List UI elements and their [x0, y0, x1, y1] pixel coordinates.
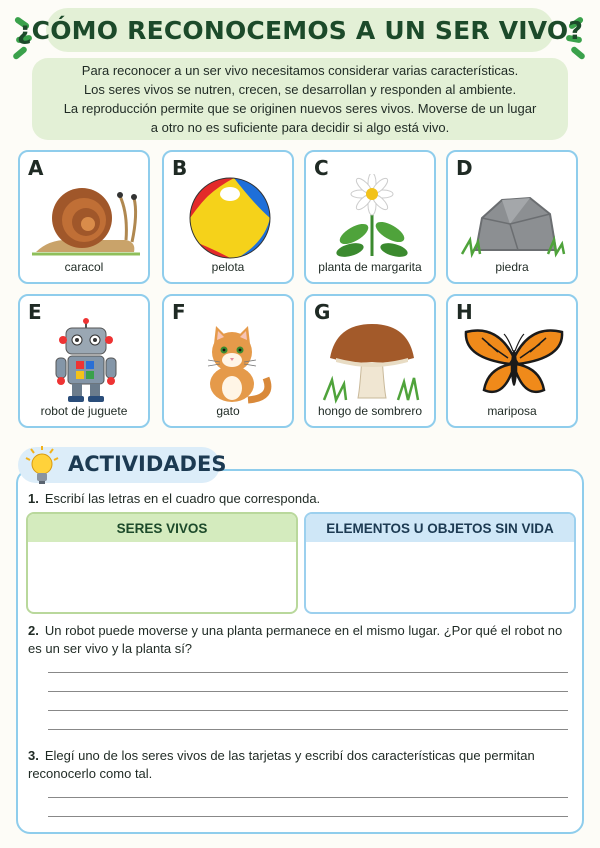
daisy-icon — [316, 174, 428, 260]
question-number: 2. — [28, 623, 39, 638]
card-label: hongo de sombrero — [317, 404, 423, 418]
snail-icon — [30, 174, 142, 260]
card-a — [18, 150, 150, 284]
question-text: Elegí uno de los seres vivos de las tarjetas y escribí dos características que permitan reconocerlo como tal. — [28, 748, 535, 781]
ball-icon — [174, 174, 286, 260]
card-label: pelota — [211, 260, 245, 274]
card-letter: F — [172, 300, 186, 324]
card-c — [304, 150, 436, 284]
card-letter: C — [314, 156, 329, 180]
card-h — [446, 294, 578, 428]
question-text: Escribí las letras en el cuadro que corresponda. — [44, 491, 321, 506]
card-e — [18, 294, 150, 428]
card-label: planta de margarita — [318, 260, 422, 274]
card-label: gato — [216, 404, 240, 418]
butterfly-icon — [458, 318, 570, 404]
card-f — [162, 294, 294, 428]
card-letter: A — [28, 156, 44, 180]
card-g — [304, 294, 436, 428]
intro-line: La reproducción permite que se originen nuevos seres vivos. Moverse de un lugar — [63, 101, 537, 116]
answer-line[interactable] — [48, 729, 568, 730]
card-d — [446, 150, 578, 284]
cat-icon — [174, 318, 286, 404]
living-box[interactable] — [26, 512, 298, 614]
intro-line: Para reconocer a un ser vivo necesitamos considerar varias características. — [81, 63, 519, 78]
mushroom-icon — [316, 318, 428, 404]
card-letter: G — [314, 300, 331, 324]
card-letter: D — [456, 156, 473, 180]
question-number: 3. — [28, 748, 39, 763]
decor-dash — [12, 46, 28, 61]
card-letter: H — [456, 300, 473, 324]
rock-icon — [458, 174, 570, 260]
answer-line[interactable] — [48, 672, 568, 673]
nonliving-box[interactable] — [304, 512, 576, 614]
lightbulb-icon — [22, 444, 62, 488]
card-label: mariposa — [487, 404, 537, 418]
title-banner — [16, 8, 584, 52]
robot-icon — [30, 318, 142, 404]
question-text: Un robot puede moverse y una planta permanece en el mismo lugar. ¿Por qué el robot no es un ser vivo y la planta sí? — [28, 623, 563, 656]
card-b — [162, 150, 294, 284]
card-label: caracol — [64, 260, 104, 274]
card-label: piedra — [495, 260, 529, 274]
intro-line: Los seres vivos se nutren, crecen, se desarrollan y responden al ambiente. — [83, 82, 517, 97]
question-2 — [28, 622, 568, 658]
question-number: 1. — [28, 491, 39, 506]
answer-line[interactable] — [48, 710, 568, 711]
question-1 — [28, 490, 320, 508]
intro-text — [32, 58, 568, 140]
card-label: robot de juguete — [40, 404, 128, 418]
nonliving-box-title: ELEMENTOS U OBJETOS SIN VIDA — [306, 514, 574, 542]
answer-line[interactable] — [48, 816, 568, 817]
page-title: ¿CÓMO RECONOCEMOS A UN SER VIVO? — [16, 15, 584, 45]
living-box-title: SERES VIVOS — [28, 514, 296, 542]
activities-title: ACTIVIDADES — [68, 452, 227, 476]
card-letter: E — [28, 300, 42, 324]
intro-line: a otro no es suficiente para decidir si algo está vivo. — [150, 120, 450, 135]
card-letter: B — [172, 156, 188, 180]
question-3 — [28, 747, 568, 783]
decor-dash — [570, 46, 586, 61]
answer-line[interactable] — [48, 691, 568, 692]
answer-line[interactable] — [48, 797, 568, 798]
